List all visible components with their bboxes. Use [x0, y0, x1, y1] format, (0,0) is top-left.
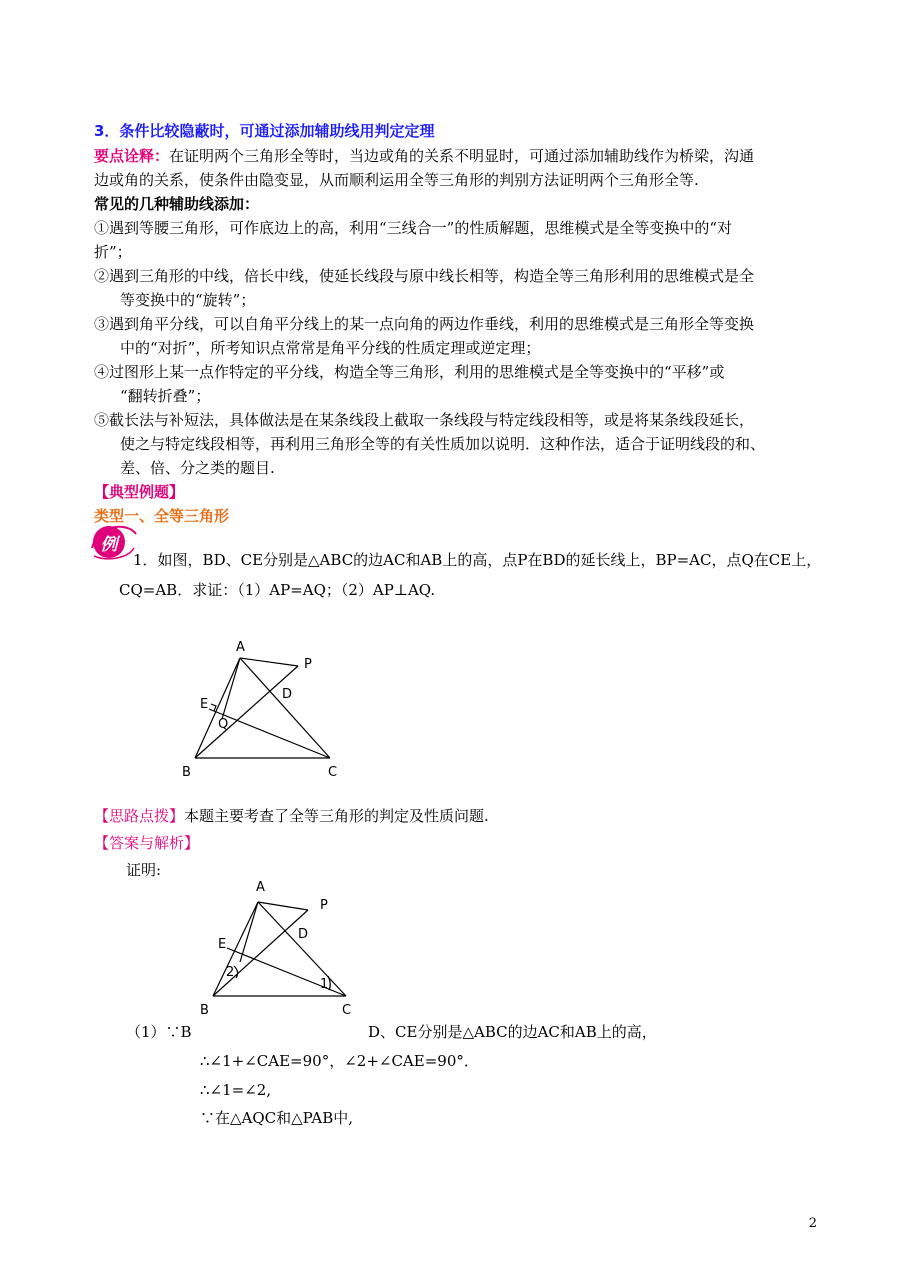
proof-step-4: ∵在△AQC和△PAB中, — [200, 1109, 354, 1127]
section-heading: 3．条件比较隐蔽时，可通过添加辅助线用判定定理 — [94, 122, 435, 140]
aux-item-3-line-2: 中的“对折”，所考知识点常常是角平分线的性质定理或逆定理； — [120, 339, 541, 357]
aux-item-5-line-3: 差、倍、分之类的题目. — [120, 459, 275, 477]
geometry-figure-1 — [178, 636, 368, 782]
key-points-text-1: 在证明两个三角形全等时，当边或角的关系不明显时，可通过添加辅助线作为桥梁，沟通 — [169, 147, 755, 165]
fig2-label-b: B — [200, 1003, 209, 1018]
proof-step-2: ∴∠1+∠CAE=90°，∠2+∠CAE=90°． — [200, 1052, 479, 1070]
example-question-line-1: 1．如图，BD、CE分别是△ABC的边AC和AB上的高，点P在BD的延长线上，BP=AC，点Q在CE上， — [133, 551, 822, 569]
fig2-label-a: A — [256, 880, 265, 895]
answer-label: 【答案与解析】 — [94, 834, 200, 852]
aux-item-2-line-1: ②遇到三角形的中线，倍长中线，使延长线段与原中线长相等，构造全等三角形利用的思维模式是全 — [94, 267, 755, 285]
proof-label: 证明: — [126, 861, 162, 879]
aux-item-1-line-1: ①遇到等腰三角形，可作底边上的高，利用“三线合一”的性质解题，思维模式是全等变换中的“对 — [94, 219, 733, 237]
fig2-label-c: C — [342, 1003, 352, 1018]
fig1-label-b: B — [182, 765, 191, 780]
hint-line — [94, 806, 489, 826]
fig1-label-d: D — [282, 687, 293, 702]
proof-step-1a: （1）∵B — [126, 1023, 192, 1041]
aux-item-4-line-2: “翻转折叠”； — [120, 387, 211, 405]
proof-step-3: ∴∠1=∠2, — [200, 1081, 272, 1099]
fig2-angle-label-2: 2 — [226, 965, 235, 980]
aux-item-2-line-2: 等变换中的“旋转”； — [120, 291, 256, 309]
fig1-label-p: P — [304, 657, 312, 672]
key-points-line-1 — [94, 146, 754, 166]
fig2-label-d: D — [298, 927, 309, 942]
examples-heading: 【典型例题】 — [94, 483, 185, 501]
fig2-label-e: E — [218, 937, 227, 952]
fig1-label-q: Q — [218, 717, 229, 732]
fig2-label-p: P — [320, 898, 328, 913]
page-number: 2 — [808, 1216, 817, 1231]
proof-step-1b: D、CE分别是△ABC的边AC和AB上的高， — [368, 1023, 657, 1041]
key-points-line-2: 边或角的关系，使条件由隐变显，从而顺利运用全等三角形的判别方法证明两个三角形全等. — [94, 171, 699, 189]
aux-item-4-line-1: ④过图形上某一点作特定的平分线，构造全等三角形，利用的思维模式是全等变换中的“平移”或 — [94, 363, 725, 381]
example-question-line-2: CQ=AB．求证：（1）AP=AQ；（2）AP⊥AQ. — [119, 581, 436, 599]
key-points-label: 要点诠释： — [94, 147, 170, 165]
fig1-label-e: E — [200, 697, 209, 712]
hint-text: 本题主要考查了全等三角形的判定及性质问题. — [184, 807, 489, 825]
fig1-label-a: A — [236, 640, 245, 655]
aux-item-3-line-1: ③遇到角平分线，可以自角平分线上的某一点向角的两边作垂线，利用的思维模式是三角形全等变换 — [94, 315, 755, 333]
aux-item-5-line-2: 使之与特定线段相等，再利用三角形全等的有关性质加以说明．这种作法，适合于证明线段的和、 — [120, 435, 766, 453]
aux-item-5-line-1: ⑤截长法与补短法，具体做法是在某条线段上截取一条线段与特定线段相等，或是将某条线段延长， — [94, 411, 755, 429]
aux-item-1-line-2: 折”； — [94, 243, 132, 261]
hint-label: 【思路点拨】 — [94, 807, 185, 825]
type-heading: 类型一、全等三角形 — [94, 507, 230, 525]
example-badge: 例 — [93, 526, 125, 558]
fig2-angle-label-1: 1 — [320, 977, 329, 992]
aux-lines-heading: 常见的几种辅助线添加： — [94, 195, 260, 213]
fig1-label-c: C — [328, 765, 338, 780]
geometry-figure-2 — [196, 876, 366, 1022]
